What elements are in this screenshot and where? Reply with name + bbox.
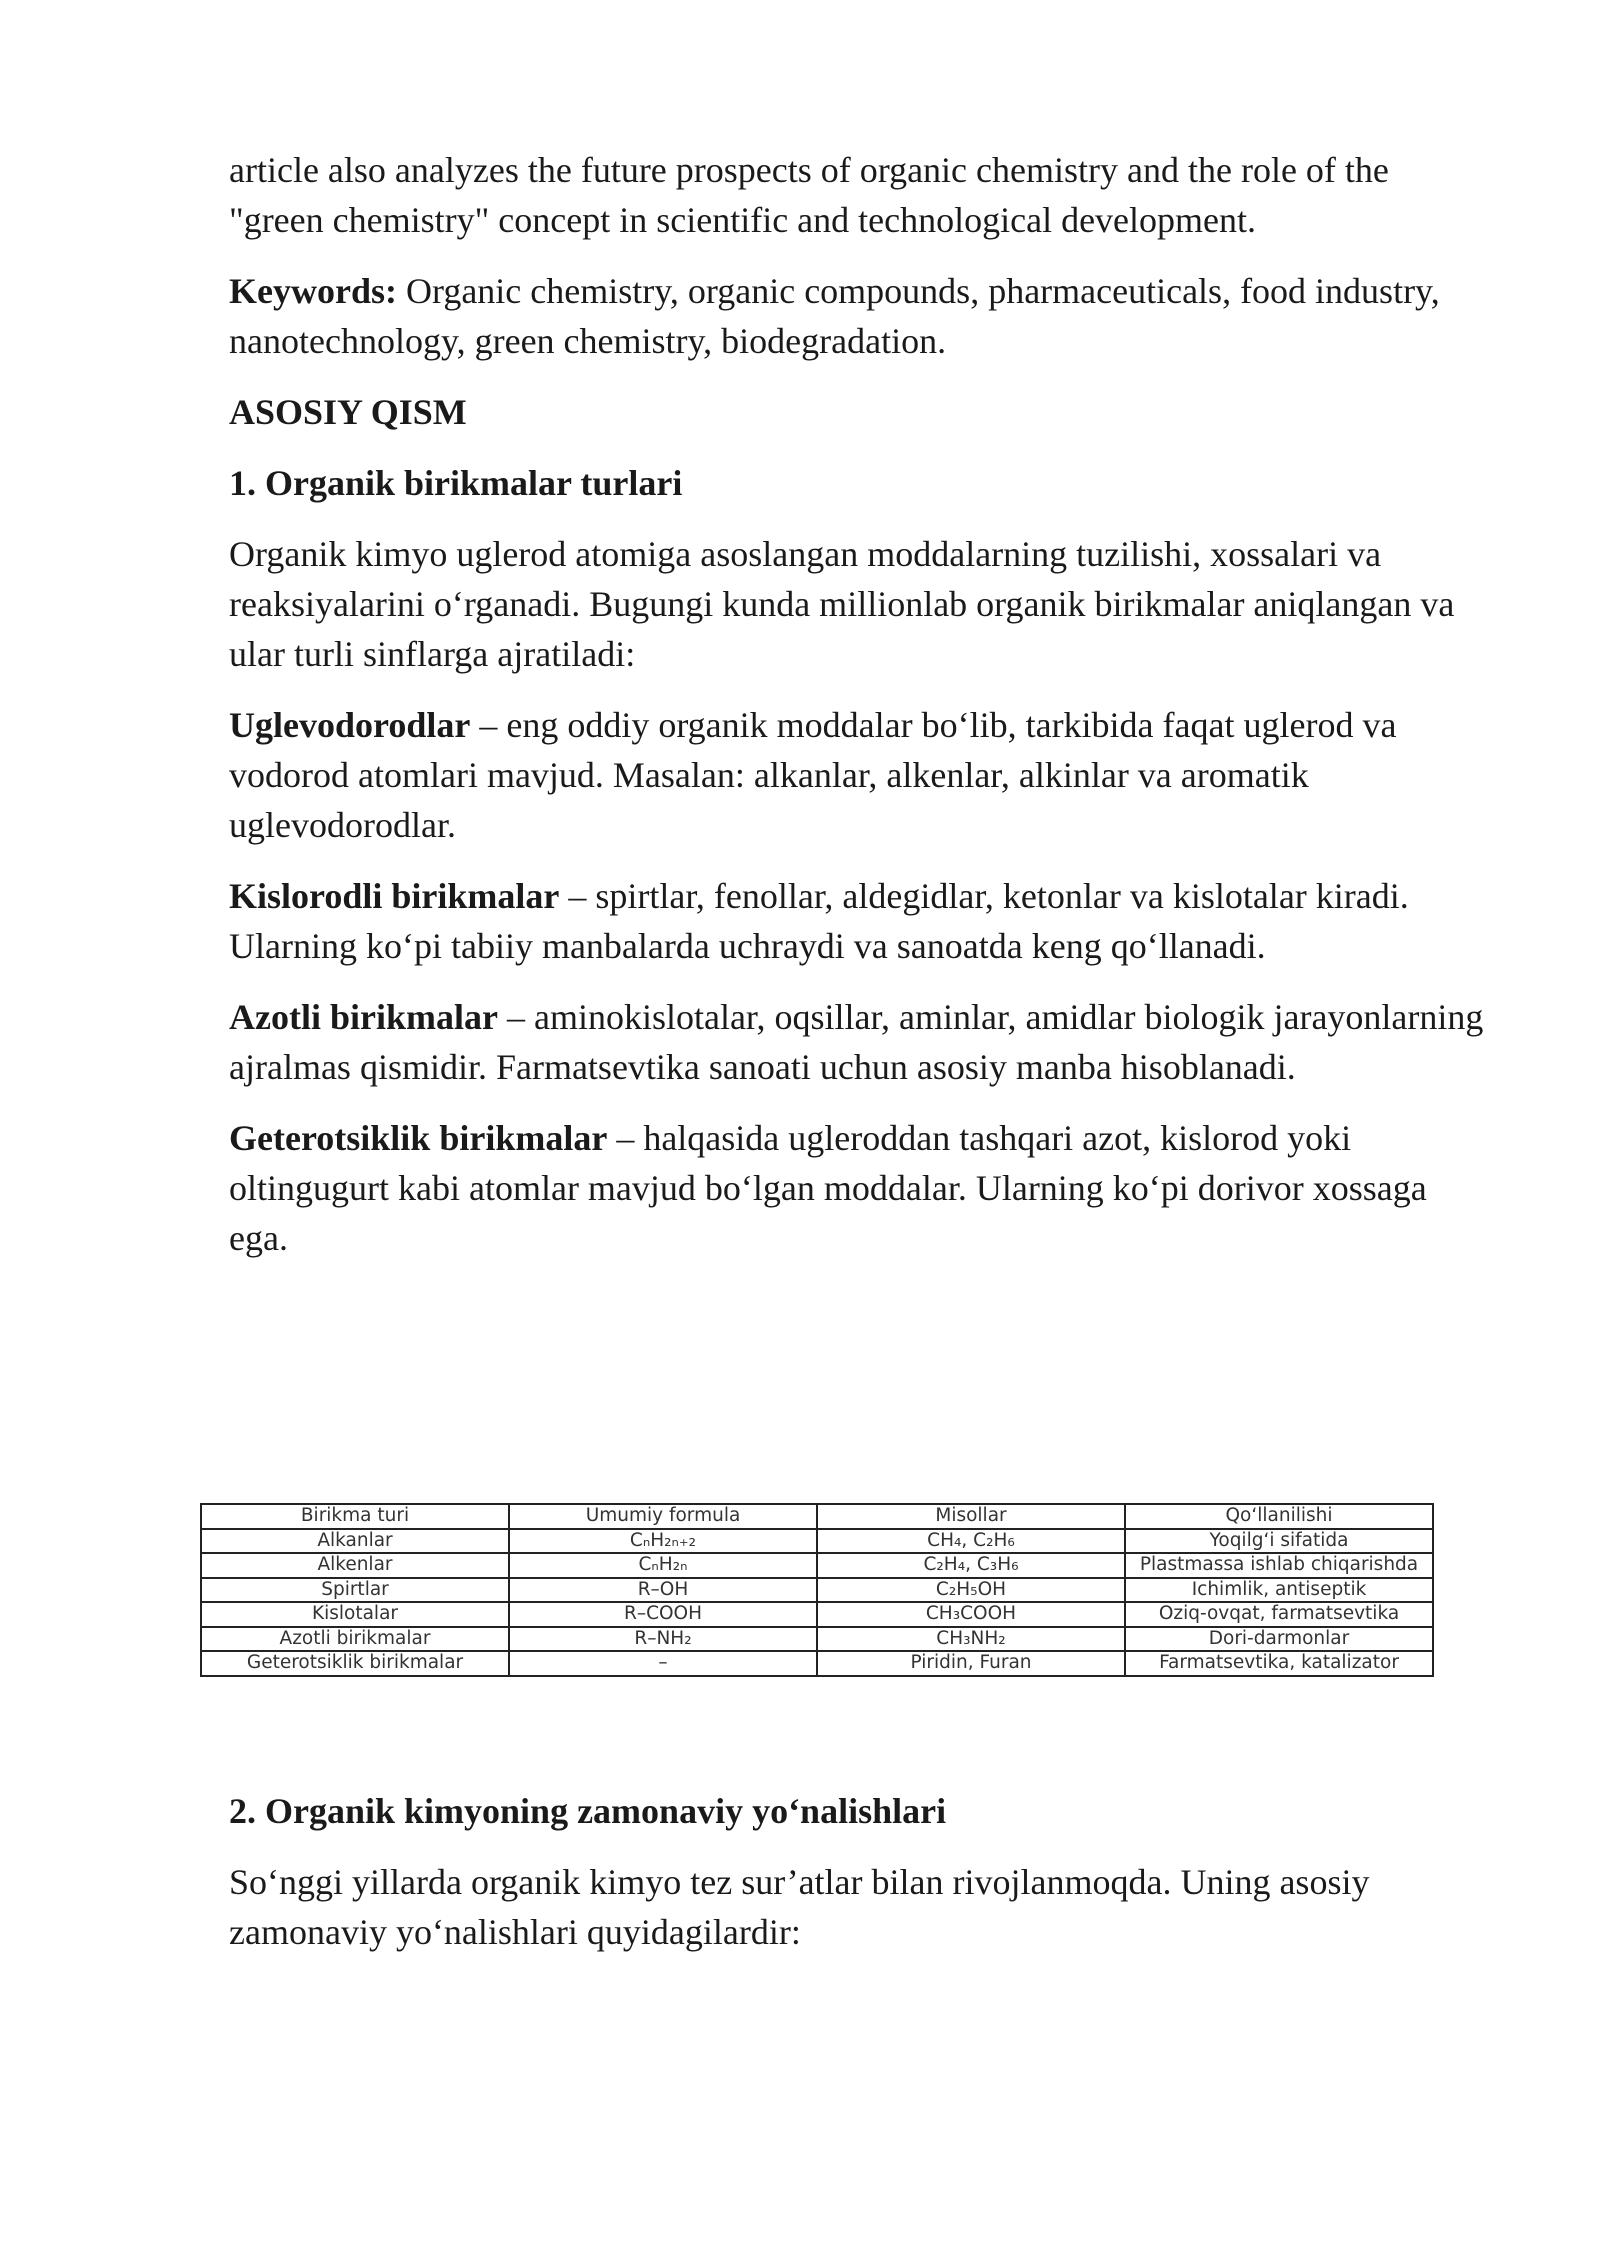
- section2-intro: So‘nggi yillarda organik kimyo tez sur’atlar bilan rivojlanmoqda. Uning asosiy zamonaviy yo‘nalishlari quyidagilardir:: [229, 1862, 1370, 1952]
- compound-table: [200, 1503, 1434, 1677]
- item-paragraph: [229, 871, 1489, 971]
- item-term: Geterotsiklik birikmalar: [229, 1118, 608, 1158]
- table-cell: CH₃NH₂: [817, 1627, 1125, 1652]
- table-row: [201, 1602, 1433, 1627]
- table-cell: Farmatsevtika, katalizator: [1125, 1651, 1433, 1676]
- table-header-cell: Birikma turi: [201, 1504, 509, 1529]
- table-cell: Oziq-ovqat, farmatsevtika: [1125, 1602, 1433, 1627]
- item-term: Uglevodorodlar: [229, 705, 471, 745]
- keywords-label: Keywords:: [229, 271, 397, 311]
- item-text: – eng oddiy organik moddalar bo‘lib, tarkibida faqat uglerod va vodorod atomlari mavjud. Masalan: alkanlar, alkenlar, alkinlar va aromatik uglevodorodlar.: [229, 705, 1397, 845]
- section1-intro: Organik kimyo uglerod atomiga asoslangan moddalarning tuzilishi, xossalari va reaksiyalarini o‘rganadi. Bugungi kunda millionlab organik birikmalar aniqlangan va ular turli sinflarga ajratiladi:: [229, 534, 1455, 674]
- keywords-text: Organic chemistry, organic compounds, pharmaceuticals, food industry, nanotechnology, green chemistry, biodegradation.: [229, 271, 1440, 361]
- table-header-cell: Umumiy formula: [509, 1504, 817, 1529]
- section1-title: 1. Organik birikmalar turlari: [229, 463, 683, 503]
- table-header-cell: Misollar: [817, 1504, 1125, 1529]
- table-cell: Piridin, Furan: [817, 1651, 1125, 1676]
- table-cell: Geterotsiklik birikmalar: [201, 1651, 509, 1676]
- table-cell: Ichimlik, antiseptik: [1125, 1578, 1433, 1603]
- table-row: [201, 1529, 1433, 1554]
- table-header-cell: Qo‘llanilishi: [1125, 1504, 1433, 1529]
- table-cell: CH₃COOH: [817, 1602, 1125, 1627]
- table-cell: Kislotalar: [201, 1602, 509, 1627]
- table-cell: Alkanlar: [201, 1529, 509, 1554]
- table-cell: Azotli birikmalar: [201, 1627, 509, 1652]
- keywords-paragraph: [229, 266, 1489, 366]
- section2-title: 2. Organik kimyoning zamonaviy yo‘nalishlari: [229, 1791, 947, 1831]
- table-cell: Spirtlar: [201, 1578, 509, 1603]
- table-row: [201, 1651, 1433, 1676]
- abstract-tail: article also analyzes the future prospects of organic chemistry and the role of the "green chemistry" concept in scientific and technological development.: [229, 150, 1389, 240]
- table-row: [201, 1553, 1433, 1578]
- page-body: [229, 145, 1489, 1284]
- table-cell: Yoqilg‘i sifatida: [1125, 1529, 1433, 1554]
- table-cell: CH₄, C₂H₆: [817, 1529, 1125, 1554]
- compound-table-wrap: [200, 1503, 1434, 1677]
- item-paragraph: [229, 700, 1489, 850]
- table-cell: Plastmassa ishlab chiqarishda: [1125, 1553, 1433, 1578]
- item-term: Azotli birikmalar: [229, 997, 498, 1037]
- section2: [229, 1786, 1489, 1978]
- table-cell: Alkenlar: [201, 1553, 509, 1578]
- table-cell: CₙH₂ₙ: [509, 1553, 817, 1578]
- item-paragraph: [229, 992, 1489, 1092]
- item-text: – halqasida ugleroddan tashqari azot, kislorod yoki oltingugurt kabi atomlar mavjud bo‘lgan moddalar. Ularning ko‘pi dorivor xossaga ega.: [229, 1118, 1427, 1258]
- table-cell: R–OH: [509, 1578, 817, 1603]
- table-row: [201, 1627, 1433, 1652]
- main-heading: ASOSIY QISM: [229, 392, 467, 432]
- item-paragraph: [229, 1113, 1489, 1263]
- item-term: Kislorodli birikmalar: [229, 876, 560, 916]
- table-cell: R–NH₂: [509, 1627, 817, 1652]
- table-cell: R–COOH: [509, 1602, 817, 1627]
- table-header-row: [201, 1504, 1433, 1529]
- item-text: – aminokislotalar, oqsillar, aminlar, amidlar biologik jarayonlarning ajralmas qismidir. Farmatsevtika sanoati uchun asosiy manba hisoblanadi.: [229, 997, 1484, 1087]
- table-cell: CₙH₂ₙ₊₂: [509, 1529, 817, 1554]
- table-cell: –: [509, 1651, 817, 1676]
- table-cell: Dori-darmonlar: [1125, 1627, 1433, 1652]
- table-row: [201, 1578, 1433, 1603]
- table-cell: C₂H₅OH: [817, 1578, 1125, 1603]
- table-cell: C₂H₄, C₃H₆: [817, 1553, 1125, 1578]
- item-text: – spirtlar, fenollar, aldegidlar, ketonlar va kislotalar kiradi. Ularning ko‘pi tabiiy manbalarda uchraydi va sanoatda keng qo‘llanadi.: [229, 876, 1409, 966]
